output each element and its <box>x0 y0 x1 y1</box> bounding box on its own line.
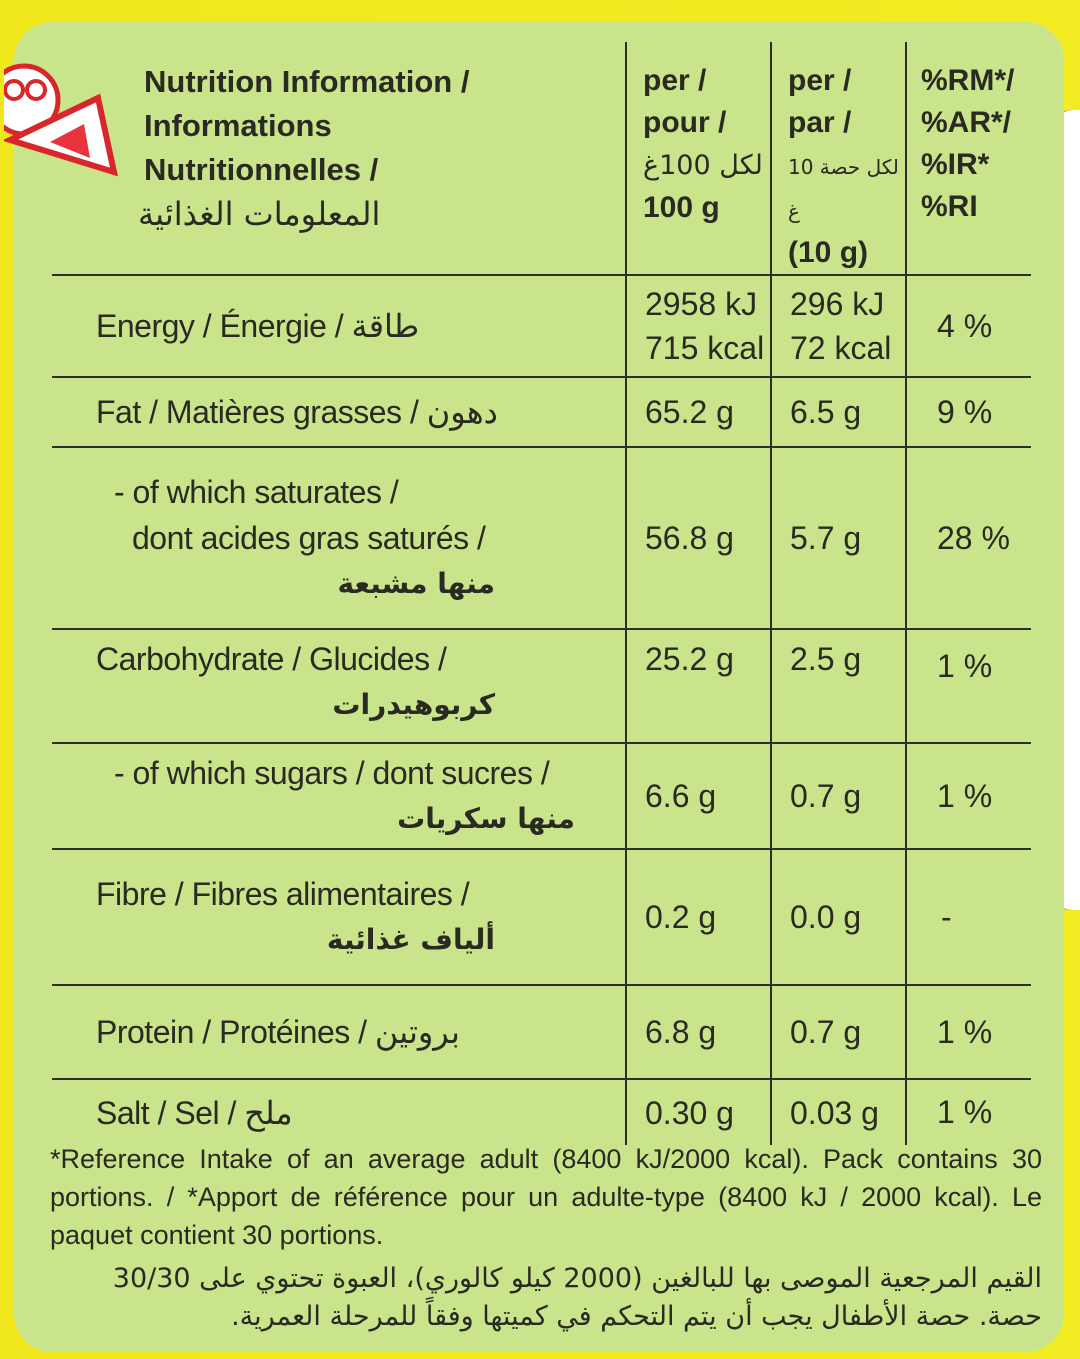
col-portion-ar: لكل حصة 10 غ <box>788 155 899 223</box>
footnotes <box>50 1140 1042 1336</box>
col-portion-line4: (10 g) <box>788 236 869 269</box>
energy-per100 <box>626 275 771 377</box>
row-label-fibre <box>52 849 626 985</box>
table-row <box>52 447 1031 629</box>
footnote-ar: القيم المرجعية الموصى بها للبالغين (2000 كيلو كالوري)، العبوة تحتوي على 30/30 حصة. حصة الأطفال يجب أن يتم التحكم في كميتها وفقاً للمرحلة العمرية. <box>112 1263 1042 1332</box>
footnote-en-fr: *Reference Intake of an average adult (8400 kJ/2000 kcal). Pack contains 30 portions. / *Apport de référence pour un adulte-type (8400 kJ / 2000 kcal). Le paquet contient 30 portions. <box>50 1144 1042 1250</box>
fibre-portion: 0.0 g <box>771 849 906 985</box>
title-fr2: Nutritionnelles / <box>144 152 379 187</box>
table-title <box>52 42 626 275</box>
fat-ri: 9 % <box>906 377 1031 447</box>
col-ri-line2: %AR*/ <box>921 106 1012 139</box>
title-ar: المعلومات الغذائية <box>138 195 381 233</box>
saturates-label-ar: منها مشبعة <box>337 567 495 600</box>
table-row <box>52 743 1031 849</box>
energy-per100-kj: 2958 kJ <box>645 286 758 322</box>
table-row <box>52 629 1031 743</box>
row-label-sugars <box>52 743 626 849</box>
title-fr1: Informations <box>144 108 332 143</box>
col-100g-ar: لكل 100غ <box>643 150 763 181</box>
table-row <box>52 1079 1031 1145</box>
table-row <box>52 275 1031 377</box>
nutrition-table <box>52 42 1031 1145</box>
col-header-ri <box>906 42 1031 275</box>
energy-per100-kcal: 715 kcal <box>645 330 765 366</box>
energy-portion-kj: 296 kJ <box>790 286 885 322</box>
col-portion-line1: per / <box>788 64 852 97</box>
col-ri-line3: %IR* <box>921 148 990 181</box>
carbohydrate-portion: 2.5 g <box>771 629 906 743</box>
col-header-portion <box>771 42 906 275</box>
energy-portion <box>771 275 906 377</box>
protein-portion: 0.7 g <box>771 985 906 1079</box>
sugars-per100: 6.6 g <box>626 743 771 849</box>
table-header-row <box>52 42 1031 275</box>
sugars-ri: 1 % <box>906 743 1031 849</box>
col-ri-line1: %RM*/ <box>921 64 1015 97</box>
fat-per100: 65.2 g <box>626 377 771 447</box>
col-header-100g <box>626 42 771 275</box>
protein-ri: 1 % <box>906 985 1031 1079</box>
protein-per100: 6.8 g <box>626 985 771 1079</box>
saturates-portion: 5.7 g <box>771 447 906 629</box>
row-label-salt: Salt / Sel / ملح <box>52 1079 626 1145</box>
energy-ri: 4 % <box>906 275 1031 377</box>
row-label-saturates <box>52 447 626 629</box>
col-100g-line1: per / <box>643 64 707 97</box>
fat-portion: 6.5 g <box>771 377 906 447</box>
fibre-label-en: Fibre / Fibres alimentaires / <box>96 876 470 912</box>
table-row <box>52 849 1031 985</box>
col-100g-line4: 100 g <box>643 191 720 224</box>
row-label-fat: Fat / Matières grasses / دهون <box>52 377 626 447</box>
salt-ri: 1 % <box>906 1079 1031 1145</box>
row-label-carbohydrate <box>52 629 626 743</box>
fibre-label-ar: ألياف غذائية <box>326 923 495 956</box>
sugars-label-ar: منها سكريات <box>397 802 575 835</box>
col-100g-line2: pour / <box>643 106 727 139</box>
salt-portion: 0.03 g <box>771 1079 906 1145</box>
col-ri-line4: %RI <box>921 190 978 223</box>
sugars-portion: 0.7 g <box>771 743 906 849</box>
title-en: Nutrition Information / <box>144 64 470 99</box>
carbohydrate-label-en: Carbohydrate / Glucides / <box>96 641 447 677</box>
row-label-energy: Energy / Énergie / طاقة <box>52 275 626 377</box>
saturates-label-fr: dont acides gras saturés / <box>132 520 486 556</box>
carbohydrate-label-ar: كربوهيدرات <box>332 688 495 721</box>
sugars-label-en: - of which sugars / dont sucres / <box>114 755 550 791</box>
saturates-ri: 28 % <box>906 447 1031 629</box>
energy-portion-kcal: 72 kcal <box>790 330 892 366</box>
carbohydrate-ri: 1 % <box>906 629 1031 743</box>
table-row <box>52 985 1031 1079</box>
fibre-ri: - <box>906 849 1031 985</box>
saturates-label-en: - of which saturates / <box>114 474 399 510</box>
col-portion-line2: par / <box>788 106 852 139</box>
table-row <box>52 377 1031 447</box>
saturates-per100: 56.8 g <box>626 447 771 629</box>
carbohydrate-per100: 25.2 g <box>626 629 771 743</box>
row-label-protein: Protein / Protéines / بروتين <box>52 985 626 1079</box>
fibre-per100: 0.2 g <box>626 849 771 985</box>
salt-per100: 0.30 g <box>626 1079 771 1145</box>
